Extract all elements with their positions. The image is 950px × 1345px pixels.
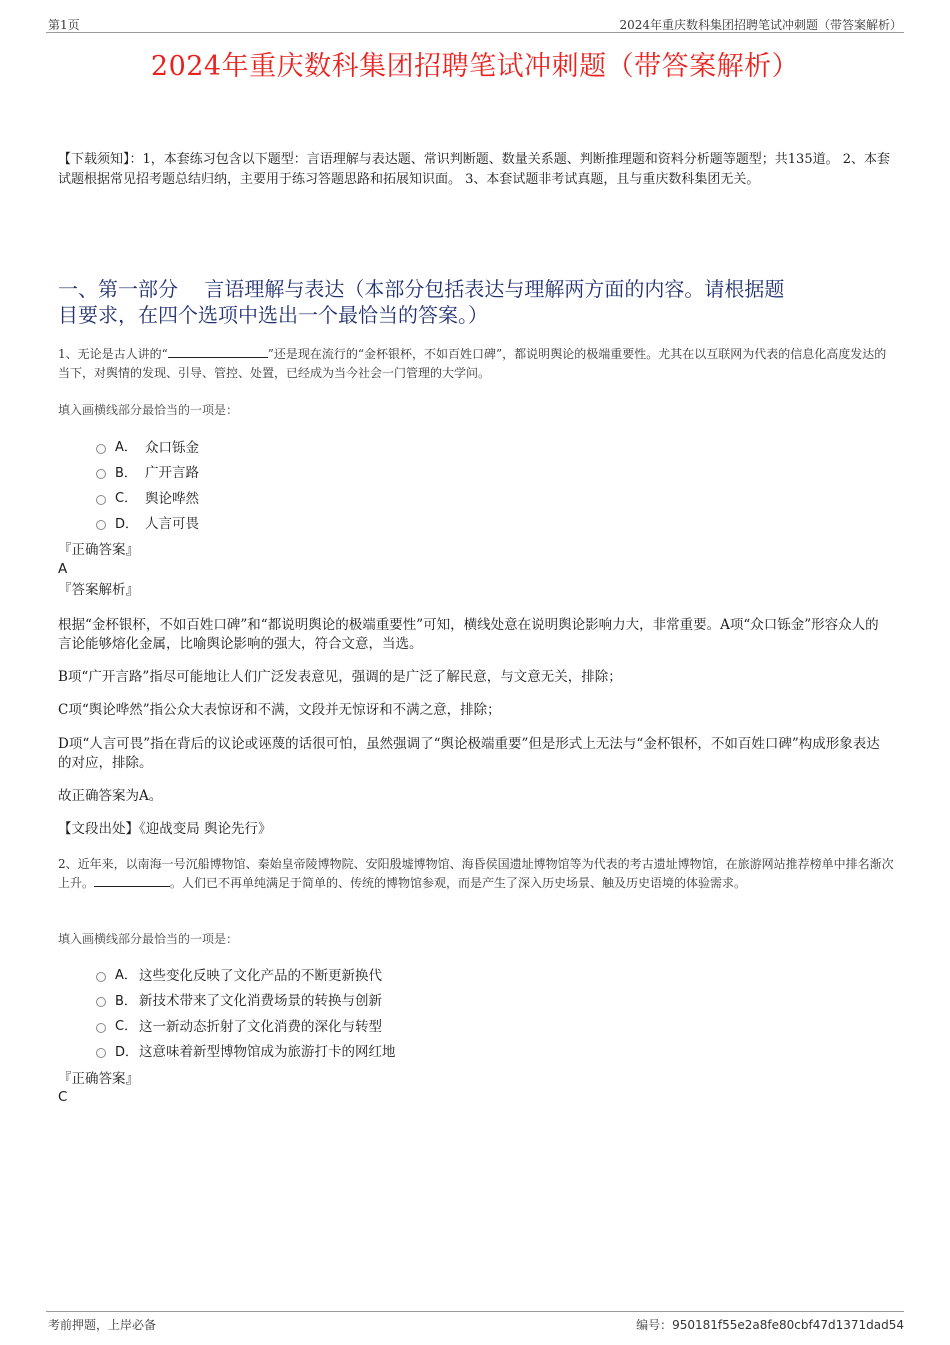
section-heading-line2: 目要求，在四个选项中选出一个最恰当的答案。） [58, 303, 488, 327]
question-1-hint: 填入画横线部分最恰当的一项是： [58, 403, 239, 417]
question-1-text [58, 345, 898, 383]
question-2-blank [94, 874, 170, 887]
page-footer [46, 1311, 904, 1334]
option-text: 人言可畏 [145, 516, 199, 533]
footer-code [636, 1316, 904, 1333]
radio-icon[interactable] [96, 997, 106, 1007]
footer-code-label: 编号： [636, 1318, 673, 1332]
option-letter: B． [115, 993, 137, 1009]
document-title: 2024年重庆数科集团招聘笔试冲刺题（带答案解析） [150, 51, 800, 82]
radio-icon[interactable] [96, 444, 106, 454]
question-1-option-d[interactable] [96, 510, 199, 536]
footer-slogan: 考前押题，上岸必备 [48, 1318, 157, 1332]
option-text: 这一新动态折射了文化消费的深化与转型 [139, 1018, 382, 1035]
question-1-options [96, 433, 199, 535]
question-1-option-c[interactable] [96, 484, 199, 510]
option-text: 众口铄金 [145, 439, 199, 456]
question-1-answer-label: 『正确答案』 [58, 542, 139, 558]
question-1-answer: A [58, 561, 68, 577]
question-1-source: 【文段出处】《迎战变局 舆论先行》 [58, 821, 272, 837]
radio-icon[interactable] [96, 1048, 106, 1058]
analysis-paragraph: B项“广开言路”指尽可能地让人们广泛发表意见，强调的是广泛了解民意，与文意无关，排除； [58, 669, 622, 685]
option-letter: D． [115, 1044, 139, 1060]
question-2-option-c[interactable] [96, 1012, 396, 1038]
question-2-hint: 填入画横线部分最恰当的一项是： [58, 932, 239, 946]
analysis-conclusion: 故正确答案为A。 [58, 788, 163, 804]
question-2-option-d[interactable] [96, 1038, 396, 1064]
analysis-paragraph: 根据“金杯银杯，不如百姓口碑”和“都说明舆论的极端重要性”可知，横线处意在说明舆论影响力大，非常重要。A项“众口铄金”形容众人的言论能够熔化金属，比喻舆论影响的强大，符合文意，当选。 [58, 617, 879, 652]
analysis-paragraph: C项“舆论哗然”指公众大表惊讶和不满，文段并无惊讶和不满之意，排除； [58, 702, 501, 718]
option-letter: A． [115, 440, 137, 456]
radio-icon[interactable] [96, 520, 106, 530]
section-heading [58, 276, 892, 328]
option-text: 这意味着新型博物馆成为旅游打卡的网红地 [139, 1044, 396, 1061]
option-letter: A． [115, 968, 137, 984]
page-header [46, 14, 904, 33]
question-2-answer-label: 『正确答案』 [58, 1071, 139, 1087]
question-1-text-after: ”还是现在流行的“金杯银杯，不如百姓口碑”，都说明舆论的极端重要性。尤其在以互联网为代表的信息化高度发达的当下，对舆情的发现、引导、管控、处置，已经成为当今社会一门管理的大学问。 [58, 347, 887, 380]
radio-icon[interactable] [96, 495, 106, 505]
question-2-text-after: 。人们已不再单纯满足于简单的、传统的博物馆参观，而是产生了深入历史场景、触及历史语境的体验需求。 [170, 876, 747, 890]
footer-code-value: 950181f55e2a8fe80cbf47d1371dad54 [672, 1318, 904, 1332]
question-2-option-a[interactable] [96, 961, 396, 987]
radio-icon[interactable] [96, 972, 106, 982]
radio-icon[interactable] [96, 469, 106, 479]
option-text: 广开言路 [145, 465, 199, 482]
question-2-answer: C [58, 1089, 68, 1105]
question-1-option-b[interactable] [96, 459, 199, 485]
option-letter: B． [115, 465, 137, 481]
option-letter: C． [115, 491, 138, 507]
option-text: 舆论哗然 [145, 490, 199, 507]
option-text: 这些变化反映了文化产品的不断更新换代 [139, 967, 382, 984]
header-doc-name: 2024年重庆数科集团招聘笔试冲刺题（带答案解析） [619, 18, 902, 32]
question-1-blank [168, 345, 268, 358]
analysis-paragraph: D项“人言可畏”指在背后的议论或诬蔑的话很可怕，虽然强调了“舆论极端重要”但是形式上无法与“金杯银杯，不如百姓口碑”构成形象表达的对应，排除。 [58, 736, 880, 771]
option-text: 新技术带来了文化消费场景的转换与创新 [139, 993, 382, 1010]
question-1-option-a[interactable] [96, 433, 199, 459]
download-notice: 【下载须知】：1，本套练习包含以下题型：言语理解与表达题、常识判断题、数量关系题、判断推理题和资料分析题等题型；共135道。 2、本套试题根据常见招考题总结归纳，主要用于练习答题思路和拓展知识面。 3、本套试题非考试真题，且与重庆数科集团无关。 [58, 152, 890, 187]
question-2-text-before: 2、近年来，以南海一号沉船博物馆、秦始皇帝陵博物院、安阳殷墟博物馆、海昏侯国遗址博物馆等为代表的考古遗址博物馆，在旅游网站推荐榜单中排名渐次上升。 [58, 857, 894, 890]
question-2-text [58, 855, 898, 893]
question-2-option-b[interactable] [96, 987, 396, 1013]
section-heading-line1: 一、第一部分 言语理解与表达（本部分包括表达与理解两方面的内容。请根据题 [58, 277, 785, 301]
question-1-analysis-label: 『答案解析』 [58, 582, 139, 598]
question-2-options [96, 961, 396, 1063]
page-number: 第1页 [48, 18, 80, 32]
question-1-text-before: 1、无论是古人讲的“ [58, 347, 168, 361]
option-letter: D． [115, 516, 139, 532]
radio-icon[interactable] [96, 1023, 106, 1033]
option-letter: C． [115, 1019, 138, 1035]
